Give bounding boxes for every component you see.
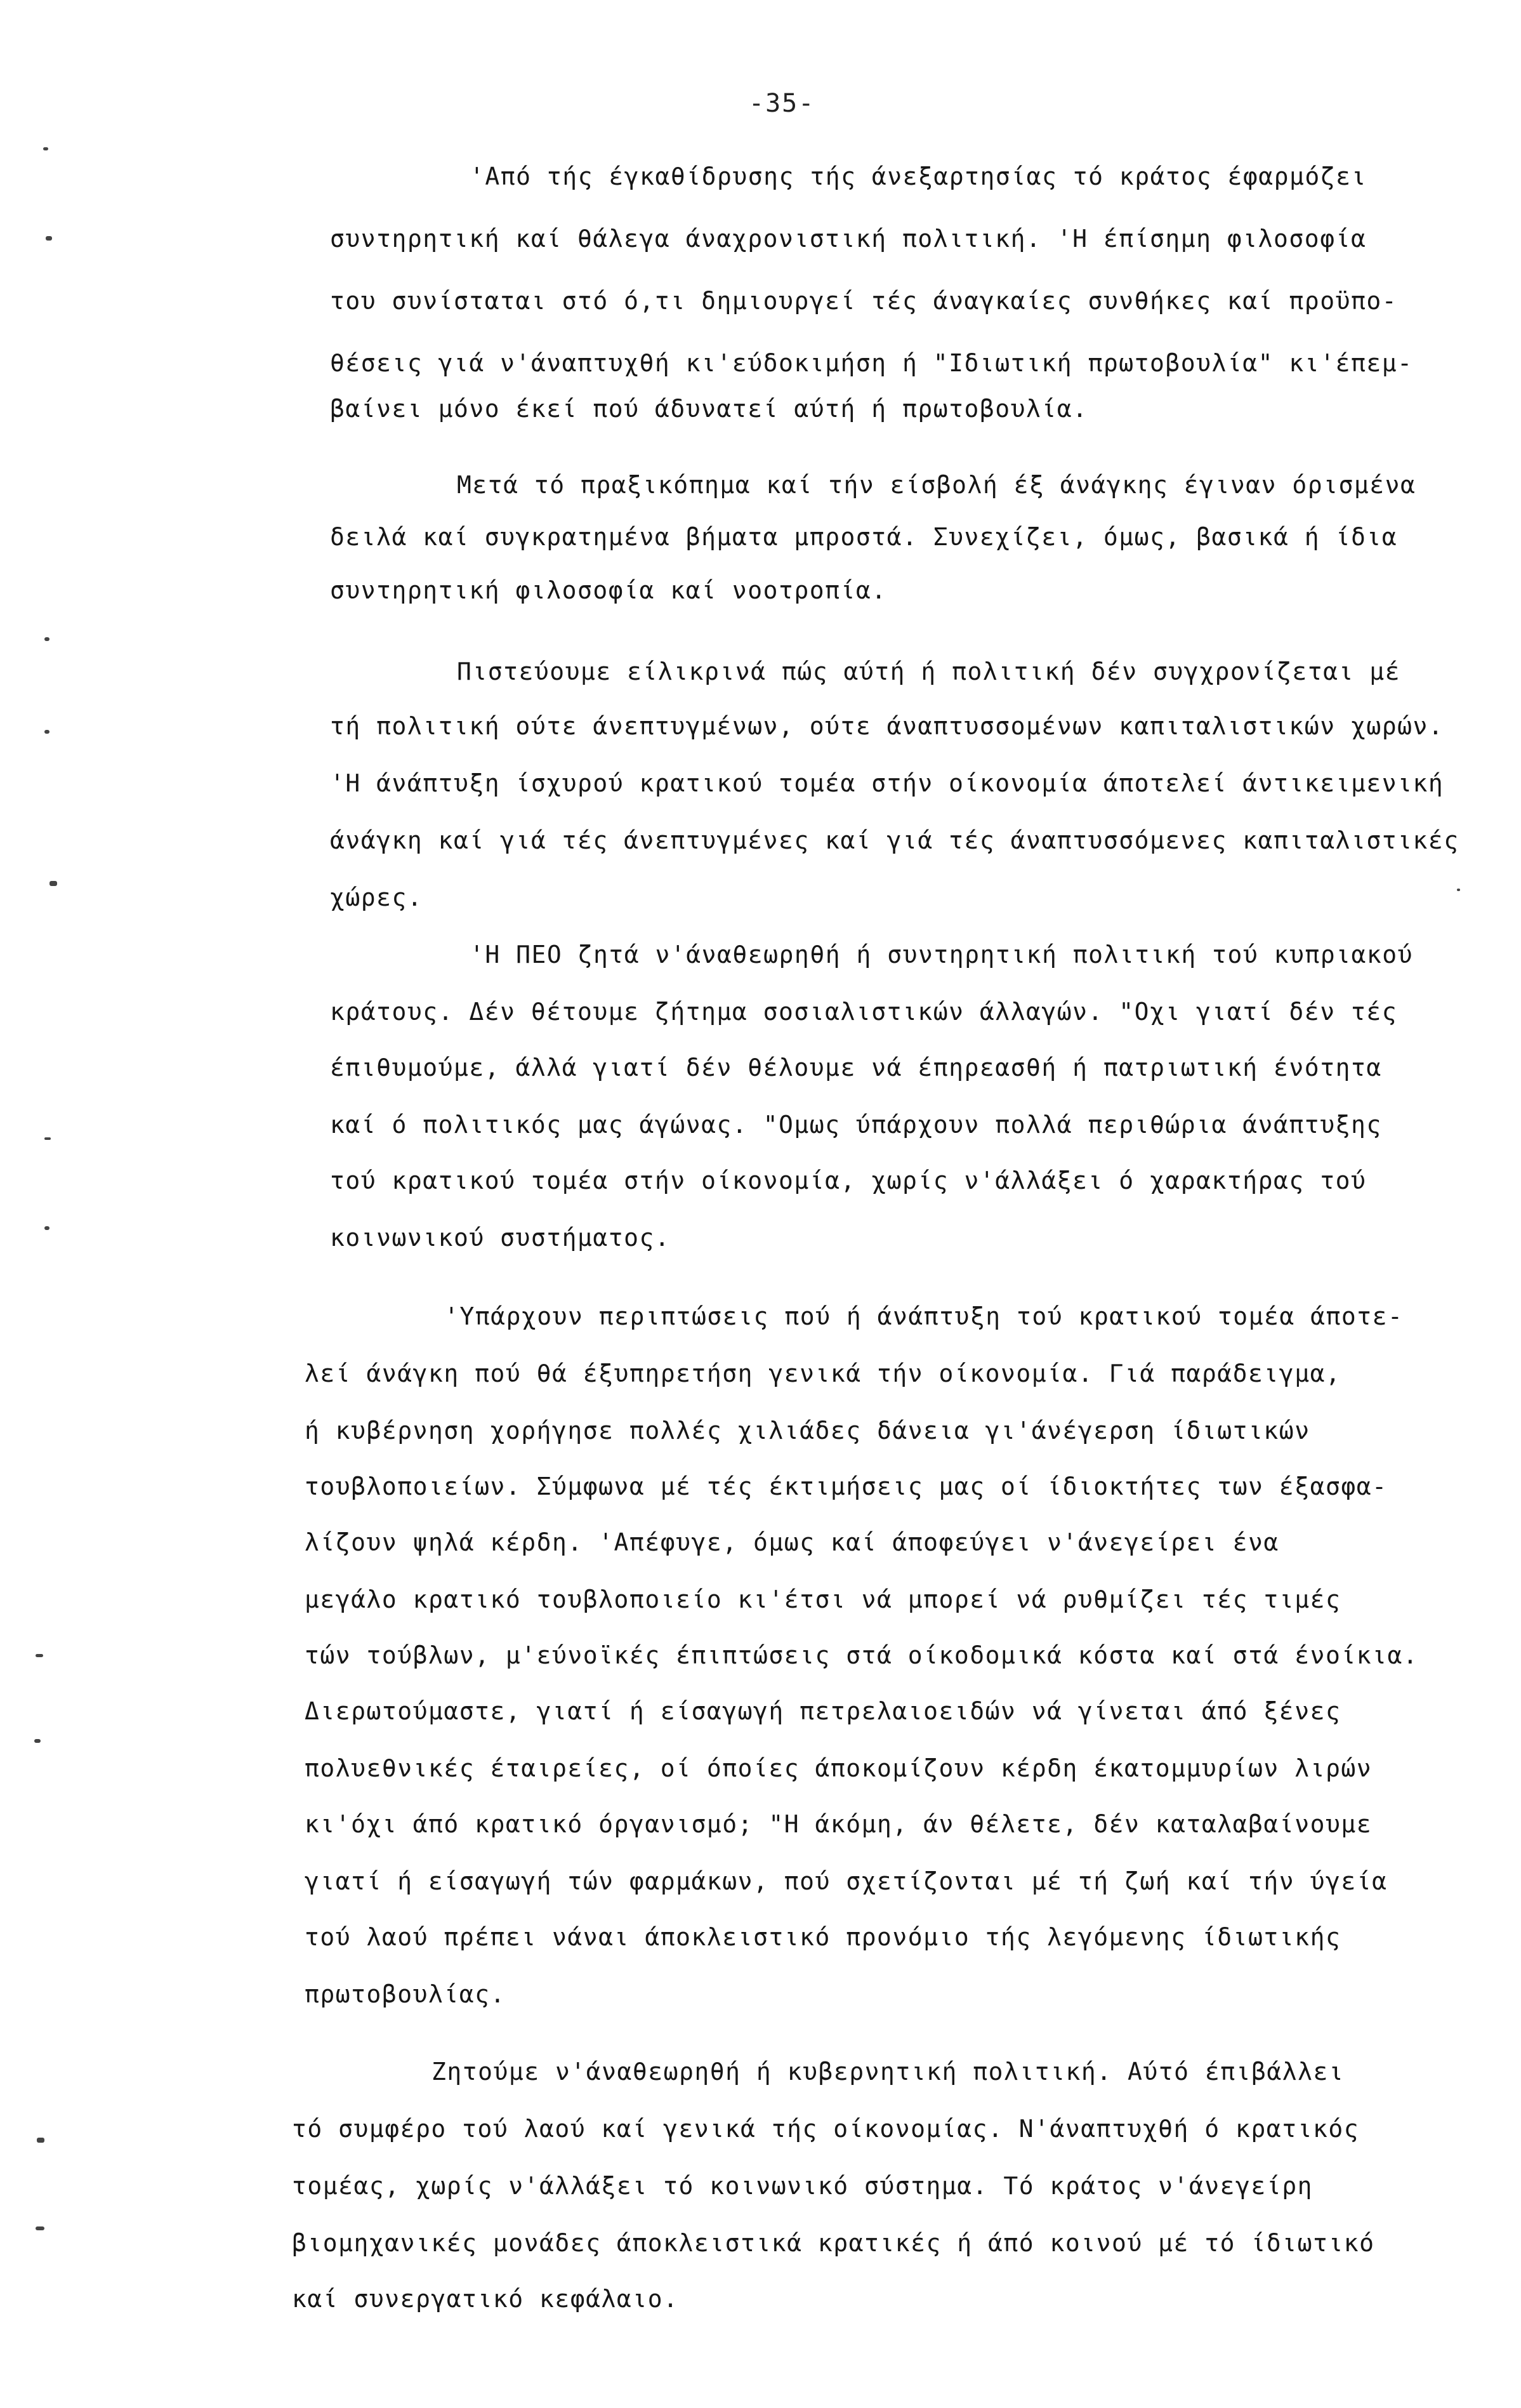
text-line: τομέας, χωρίς ν'άλλάξει τό κοινωνικό σύστημα. Τό κράτος ν'άνεγείρη — [292, 2172, 1313, 2200]
text-line: 'Υπάρχουν περιπτώσεις πού ή άνάπτυξη τού κρατικού τομέα άποτε- — [444, 1302, 1404, 1330]
text-line: τό συμφέρο τού λαού καί γενικά τής οίκονομίας. Ν'άναπτυχθή ό κρατικός — [292, 2115, 1360, 2143]
text-line: του συνίσταται στό ό,τι δημιουργεί τές άναγκαίες συνθήκες καί προϋπο- — [330, 287, 1398, 315]
text-line: καί συνεργατικό κεφάλαιο. — [292, 2285, 679, 2313]
text-line: γιατί ή είσαγωγή τών φαρμάκων, πού σχετίζονται μέ τή ζωή καί τήν ύγεία — [305, 1867, 1388, 1895]
text-line: 'Η άνάπτυξη ίσχυρού κρατικού τομέα στήν οίκονομία άποτελεί άντικειμενική — [330, 769, 1444, 797]
text-line: Ζητούμε ν'άναθεωρηθή ή κυβερνητική πολιτική. Αύτό έπιβάλλει — [431, 2058, 1345, 2086]
text-line: βιομηχανικές μονάδες άποκλειστικά κρατικές ή άπό κοινού μέ τό ίδιωτικό — [292, 2229, 1375, 2257]
text-line: βαίνει μόνο έκεί πού άδυνατεί αύτή ή πρωτοβουλία. — [330, 395, 1088, 423]
text-line: λίζουν ψηλά κέρδη. 'Απέφυγε, όμως καί άποφεύγει ν'άνεγείρει ένα — [305, 1528, 1279, 1556]
text-line: συντηρητική καί θάλεγα άναχρονιστική πολιτική. 'Η έπίσημη φιλοσοφία — [330, 225, 1367, 253]
text-line: λεί άνάγκη πού θά έξυπηρετήση γενικά τήν οίκονομία. Γιά παράδειγμα, — [305, 1359, 1341, 1387]
scan-speck — [34, 1739, 41, 1743]
text-line: πολυεθνικές έταιρείες, οί όποίες άποκομίζουν κέρδη έκατομμυρίων λιρών — [305, 1754, 1373, 1782]
text-line: κράτους. Δέν θέτουμε ζήτημα σοσιαλιστικών άλλαγών. "Οχι γιατί δέν τές — [330, 998, 1398, 1026]
text-line: θέσεις γιά ν'άναπτυχθή κι'εύδοκιμήση ή "Ιδιωτική πρωτοβουλία" κι'έπεμ- — [330, 349, 1413, 377]
text-line: δειλά καί συγκρατημένα βήματα μπροστά. Συνεχίζει, όμως, βασικά ή ίδια — [330, 523, 1398, 551]
scan-speck — [49, 881, 57, 886]
text-line: άνάγκη καί γιά τές άνεπτυγμένες καί γιά τές άναπτυσσόμενες καπιταλιστικές — [330, 826, 1459, 854]
text-line: έπιθυμούμε, άλλά γιατί δέν θέλουμε νά έπηρεασθή ή πατριωτική ένότητα — [330, 1054, 1382, 1082]
text-line: τού λαού πρέπει νάναι άποκλειστικό προνόμιο τής λεγόμενης ίδιωτικής — [305, 1923, 1341, 1951]
text-line: κι'όχι άπό κρατικό όργανισμό; "Η άκόμη, άν θέλετε, δέν καταλαβαίνουμε — [305, 1810, 1373, 1838]
scan-speck — [37, 2138, 44, 2143]
text-line: χώρες. — [330, 883, 423, 911]
text-line: τών τούβλων, μ'εύνοϊκές έπιπτώσεις στά οίκοδομικά κόστα καί στά ένοίκια. — [305, 1641, 1419, 1669]
text-line: 'Από τής έγκαθίδρυσης τής άνεξαρτησίας τό κράτος έφαρμόζει — [470, 162, 1367, 190]
text-line: Μετά τό πραξικόπημα καί τήν είσβολή έξ άνάγκης έγιναν όρισμένα — [457, 471, 1416, 499]
scan-speck — [44, 1137, 51, 1140]
text-line: κοινωνικού συστήματος. — [330, 1224, 671, 1252]
scan-speck — [44, 1226, 49, 1230]
text-line: τουβλοποιείων. Σύμφωνα μέ τές έκτιμήσεις μας οί ίδιοκτήτες των έξασφα- — [305, 1472, 1388, 1500]
text-line: ή κυβέρνηση χορήγησε πολλές χιλιάδες δάνεια γι'άνέγερση ίδιωτικών — [305, 1417, 1310, 1445]
scan-speck — [36, 2226, 44, 2230]
text-line: καί ό πολιτικός μας άγώνας. "Ομως ύπάρχουν πολλά περιθώρια άνάπτυξης — [330, 1111, 1382, 1139]
text-line: τού κρατικού τομέα στήν οίκονομία, χωρίς ν'άλλάξει ό χαρακτήρας τού — [330, 1167, 1367, 1194]
scan-speck — [1457, 889, 1460, 891]
text-line: συντηρητική φιλοσοφία καί νοοτροπία. — [330, 576, 887, 604]
text-line: Πιστεύουμε είλικρινά πώς αύτή ή πολιτική δέν συγχρονίζεται μέ — [457, 658, 1401, 685]
scan-speck — [46, 236, 52, 241]
text-line: 'Η ΠΕΟ ζητά ν'άναθεωρηθή ή συντηρητική πολιτική τού κυπριακού — [470, 941, 1414, 969]
text-line: τή πολιτική ούτε άνεπτυγμένων, ούτε άναπτυσσομένων καπιταλιστικών χωρών. — [330, 712, 1444, 740]
scan-speck — [44, 637, 49, 641]
text-line: μεγάλο κρατικό τουβλοποιείο κι'έτσι νά μπορεί νά ρυθμίζει τές τιμές — [305, 1585, 1341, 1613]
scan-speck — [44, 730, 49, 734]
scan-speck — [36, 1654, 43, 1657]
text-line: πρωτοβουλίας. — [305, 1980, 506, 2008]
text-line: Διερωτούμαστε, γιατί ή είσαγωγή πετρελαιοειδών νά γίνεται άπό ξένες — [305, 1697, 1341, 1725]
page-number: -35- — [749, 89, 815, 118]
scan-speck — [43, 147, 48, 150]
